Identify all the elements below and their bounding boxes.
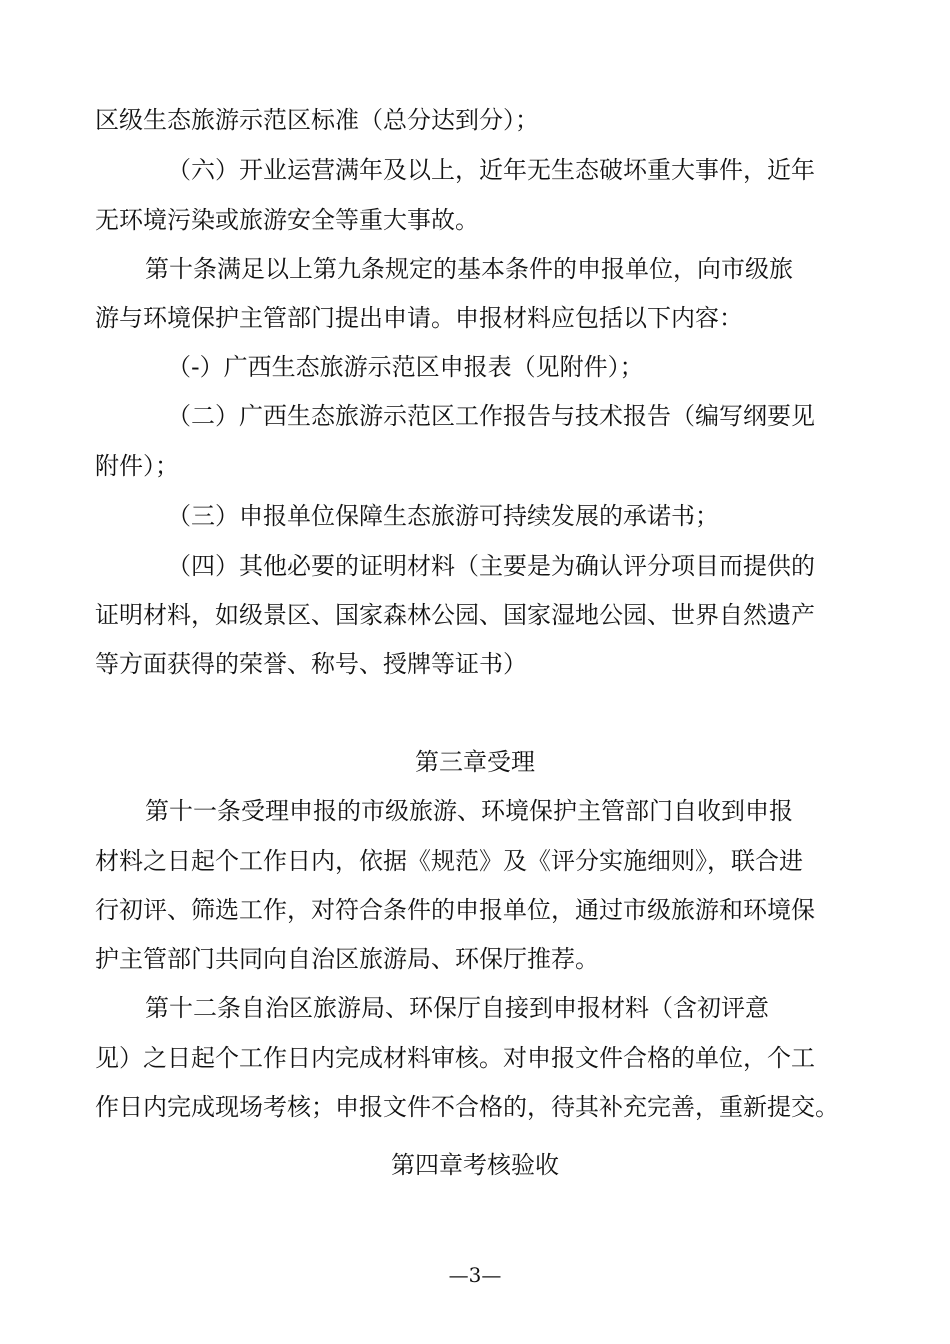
text-line: 材料之日起个工作日内，依据《规范》及《评分实施细则》，联合进: [95, 847, 803, 875]
text-line: （四）其他必要的证明材料（主要是为确认评分项目而提供的: [167, 552, 815, 580]
text-line: 作日内完成现场考核；申报文件不合格的，待其补充完善，重新提交。: [95, 1093, 839, 1121]
text-line: （-）广西生态旅游示范区申报表（见附件）；: [167, 353, 644, 381]
text-line: 附件）；: [95, 452, 179, 480]
text-line: 第十条满足以上第九条规定的基本条件的申报单位，向市级旅: [145, 255, 793, 283]
chapter-heading: 第四章考核验收: [391, 1151, 559, 1179]
text-line: 护主管部门共同向自治区旅游局、环保厅推荐。: [95, 945, 599, 973]
text-line: （三）申报单位保障生态旅游可持续发展的承诺书；: [167, 502, 719, 530]
text-line: 见）之日起个工作日内完成材料审核。对申报文件合格的单位，个工: [95, 1044, 815, 1072]
text-line: （六）开业运营满年及以上，近年无生态破坏重大事件，近年: [167, 156, 815, 184]
text-line: 游与环境保护主管部门提出申请。申报材料应包括以下内容：: [95, 304, 743, 332]
text-line: 行初评、筛选工作，对符合条件的申报单位，通过市级旅游和环境保: [95, 896, 815, 924]
page-number: —3—: [448, 1263, 502, 1287]
text-line: 无环境污染或旅游安全等重大事故。: [95, 206, 479, 234]
chapter-heading: 第三章受理: [415, 748, 535, 776]
text-line: 等方面获得的荣誉、称号、授牌等证书）: [95, 650, 527, 678]
text-line: 证明材料，如级景区、国家森林公园、国家湿地公园、世界自然遗产: [95, 601, 815, 629]
text-line: 第十一条受理申报的市级旅游、环境保护主管部门自收到申报: [145, 797, 793, 825]
text-line: 区级生态旅游示范区标准（总分达到分）；: [95, 106, 539, 134]
text-line: （二）广西生态旅游示范区工作报告与技术报告（编写纲要见: [167, 402, 815, 430]
text-line: 第十二条自治区旅游局、环保厅自接到申报材料（含初评意: [145, 994, 769, 1022]
